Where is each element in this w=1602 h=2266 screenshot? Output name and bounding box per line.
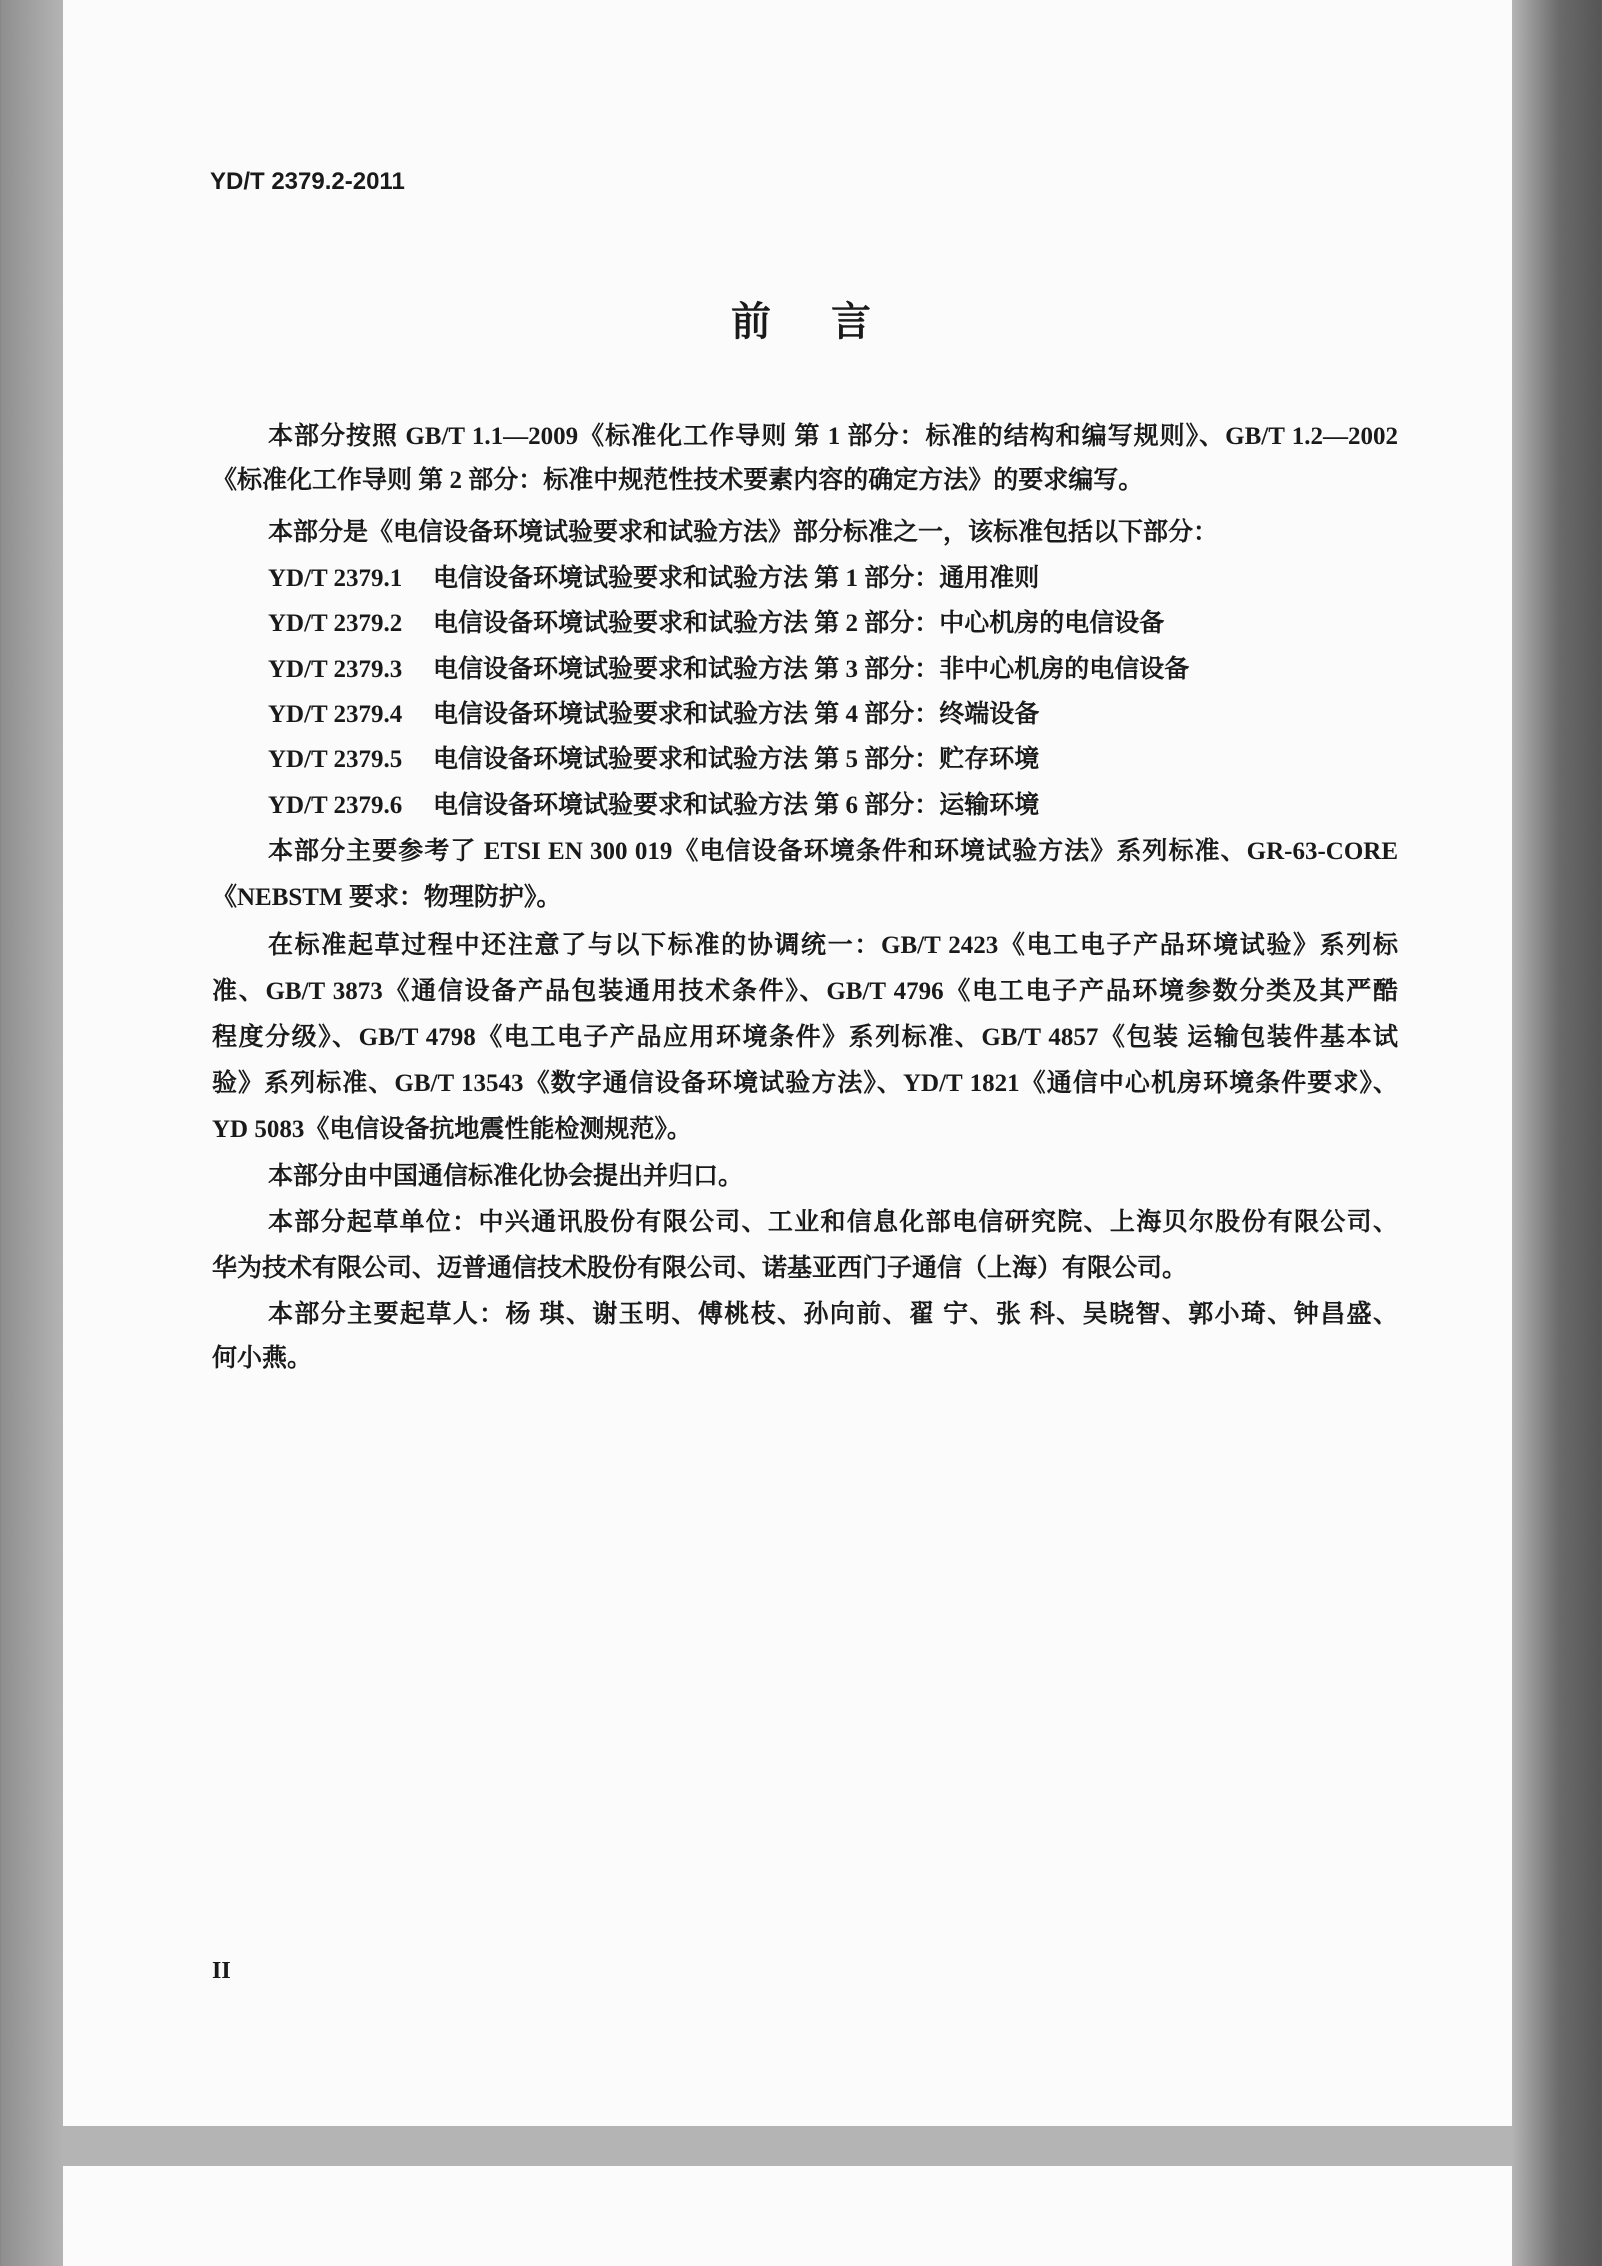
paragraph-line: 华为技术有限公司、迈普通信技术股份有限公司、诺基亚西门子通信（上海）有限公司。 — [212, 1255, 1188, 1282]
page-number: II — [212, 1958, 231, 1984]
part-code: YD/T 2379.2 — [268, 610, 403, 637]
part-code: YD/T 2379.5 — [268, 746, 403, 773]
list-item — [268, 563, 1039, 595]
part-title: 电信设备环境试验要求和试验方法 第 2 部分：中心机房的电信设备 — [433, 610, 1165, 637]
part-title: 电信设备环境试验要求和试验方法 第 5 部分：贮存环境 — [433, 746, 1040, 773]
part-title: 电信设备环境试验要求和试验方法 第 4 部分：终端设备 — [433, 701, 1040, 728]
paragraph-line: 何小燕。 — [212, 1345, 313, 1372]
part-code: YD/T 2379.1 — [268, 565, 403, 592]
paragraph-line: 准、GB/T 3873《通信设备产品包装通用技术条件》、GB/T 4796《电工电子产品环境参数分类及其严酷 — [212, 978, 1398, 1005]
paragraph-line: 程度分级》、GB/T 4798《电工电子产品应用环境条件》系列标准、GB/T 4857《包装 运输包装件基本试 — [212, 1024, 1398, 1051]
part-title: 电信设备环境试验要求和试验方法 第 3 部分：非中心机房的电信设备 — [433, 656, 1190, 683]
list-item — [268, 608, 1164, 640]
document-code-header: YD/T 2379.2-2011 — [210, 168, 405, 195]
paragraph-line: 本部分主要参考了 ETSI EN 300 019《电信设备环境条件和环境试验方法》系列标准、GR-63-CORE — [268, 838, 1398, 865]
page-title: 前言 — [731, 299, 931, 344]
list-item — [268, 699, 1039, 731]
paragraph-line: 本部分由中国通信标准化协会提出并归口。 — [268, 1163, 744, 1190]
list-item — [268, 654, 1189, 686]
part-title: 电信设备环境试验要求和试验方法 第 6 部分：运输环境 — [433, 792, 1040, 819]
paragraph-line: 本部分起草单位：中兴通讯股份有限公司、工业和信息化部电信研究院、上海贝尔股份有限公司、 — [268, 1209, 1398, 1236]
part-code: YD/T 2379.3 — [268, 656, 403, 683]
paragraph-line: 本部分是《电信设备环境试验要求和试验方法》部分标准之一，该标准包括以下部分： — [268, 519, 1219, 546]
paragraph-line: 本部分按照 GB/T 1.1—2009《标准化工作导则 第 1 部分：标准的结构和编写规则》、GB/T 1.2—2002 — [268, 423, 1398, 450]
list-item — [268, 790, 1039, 822]
list-item — [268, 744, 1039, 776]
paragraph-line: 《标准化工作导则 第 2 部分：标准中规范性技术要素内容的确定方法》的要求编写。 — [212, 467, 1144, 494]
paragraph-line: 验》系列标准、GB/T 13543《数字通信设备环境试验方法》、YD/T 1821《通信中心机房环境条件要求》、 — [212, 1070, 1398, 1097]
paragraph-line: 在标准起草过程中还注意了与以下标准的协调统一：GB/T 2423《电工电子产品环境试验》系列标 — [268, 932, 1398, 959]
part-code: YD/T 2379.4 — [268, 701, 403, 728]
part-code: YD/T 2379.6 — [268, 792, 403, 819]
part-title: 电信设备环境试验要求和试验方法 第 1 部分：通用准则 — [433, 565, 1040, 592]
paragraph-line: 《NEBSTM 要求：物理防护》。 — [212, 884, 562, 911]
next-document-page — [63, 2166, 1512, 2266]
paragraph-line: 本部分主要起草人：杨 琪、谢玉明、傅桃枝、孙向前、翟 宁、张 科、吴晓智、郭小琦、钟昌盛、 — [268, 1301, 1398, 1328]
paragraph-line: YD 5083《电信设备抗地震性能检测规范》。 — [212, 1116, 692, 1143]
